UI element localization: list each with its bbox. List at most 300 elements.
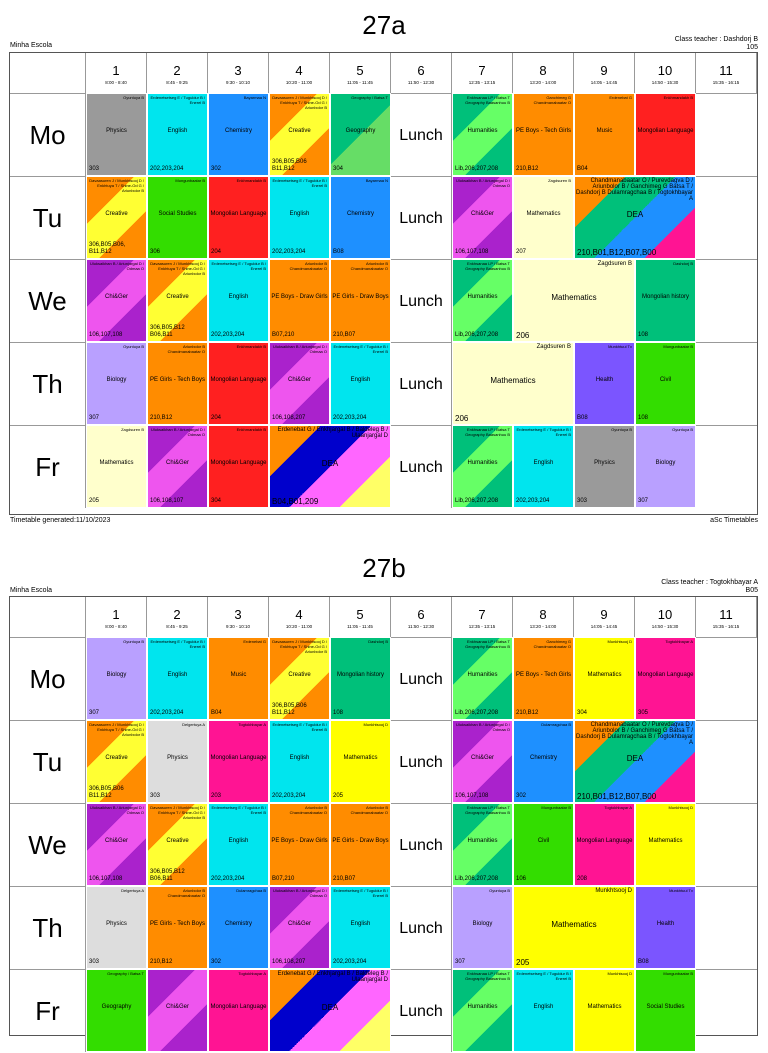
lesson-subject: DEA xyxy=(321,1003,339,1013)
lesson-subject: Mathematics xyxy=(587,672,622,679)
lesson-card[interactable] xyxy=(452,803,513,886)
lesson-teacher: Erdenetsetseg E / Tuguldur B / Enerel B xyxy=(211,805,266,815)
lesson-card[interactable] xyxy=(574,342,635,425)
period-time: 15:35 - 16:15 xyxy=(712,624,740,629)
period-header xyxy=(330,53,391,93)
lesson-room: 206 xyxy=(516,331,530,340)
period-header xyxy=(147,53,208,93)
timetable-grid xyxy=(9,52,758,515)
lesson-card[interactable] xyxy=(269,176,330,259)
lesson-card[interactable] xyxy=(574,176,696,259)
lesson-card[interactable] xyxy=(147,342,208,425)
lesson-teacher: Togtokhbayar A xyxy=(238,722,266,727)
day-label: Mo xyxy=(10,93,86,176)
lesson-teacher: Oyuntuya B xyxy=(123,95,144,100)
period-header xyxy=(513,53,574,93)
lesson-card[interactable] xyxy=(452,176,513,259)
lesson-subject: Humanities xyxy=(467,294,498,301)
lunch-cell: Lunch xyxy=(391,886,452,969)
period-time: 14:05 - 14:45 xyxy=(590,624,618,629)
lesson-subject: English xyxy=(533,460,554,467)
lesson-teacher: Dashdorj B xyxy=(673,261,693,266)
lesson-subject: Humanities xyxy=(467,838,498,845)
empty-cell xyxy=(696,342,757,425)
lesson-room: 203 xyxy=(211,793,222,799)
lesson-teacher: Delgertuya A xyxy=(121,888,144,893)
lesson-room: 208 xyxy=(577,876,588,882)
period-number: 6 xyxy=(417,607,425,622)
lesson-subject: Humanities xyxy=(467,128,498,135)
empty-cell xyxy=(696,886,757,969)
period-number: 7 xyxy=(478,63,486,78)
lesson-room: Lib,206,207,208 xyxy=(455,332,499,338)
lesson-subject: Creative xyxy=(288,128,311,135)
lesson-room: 303 xyxy=(89,959,100,965)
lesson-card[interactable] xyxy=(269,425,391,508)
period-time: 15:35 - 16:15 xyxy=(712,80,740,85)
lesson-room: 307 xyxy=(455,959,466,965)
lesson-subject: Chi&Ger xyxy=(165,460,189,467)
lesson-room: 202,203,204 xyxy=(211,332,245,338)
lesson-card[interactable] xyxy=(208,637,269,720)
lesson-card[interactable] xyxy=(86,93,147,176)
lesson-card[interactable] xyxy=(452,886,513,969)
lesson-subject: PE Girls - Tech Boys xyxy=(150,921,205,928)
lesson-card[interactable] xyxy=(513,637,574,720)
lesson-card[interactable] xyxy=(86,425,147,508)
period-header xyxy=(574,597,635,637)
lesson-subject: Chemistry xyxy=(346,211,374,218)
lesson-card[interactable] xyxy=(269,259,330,342)
lunch-cell: Lunch xyxy=(391,637,452,720)
lesson-card[interactable] xyxy=(452,720,513,803)
class-teacher-name: Class teacher : Dashdorj B xyxy=(674,36,758,43)
lesson-card[interactable] xyxy=(574,969,635,1052)
period-time: 9:30 - 10:10 xyxy=(225,80,251,85)
lesson-card[interactable] xyxy=(635,342,696,425)
lesson-card[interactable] xyxy=(86,803,147,886)
lesson-card[interactable] xyxy=(208,342,269,425)
period-header xyxy=(269,53,330,93)
lesson-room: 307 xyxy=(638,498,649,504)
period-time: 8:45 - 9:25 xyxy=(166,624,188,629)
period-header xyxy=(208,53,269,93)
lesson-card[interactable] xyxy=(513,886,635,969)
lesson-teacher: Mungunbaatar B xyxy=(663,971,693,976)
period-number: 4 xyxy=(295,607,303,622)
footer-generated: Timetable generated:11/10/2023 xyxy=(10,517,111,524)
lesson-subject: Chemistry xyxy=(529,755,557,762)
lesson-card[interactable] xyxy=(513,425,574,508)
period-time: 11:50 - 12:30 xyxy=(407,80,435,85)
lesson-subject: Humanities xyxy=(467,1004,498,1011)
lesson-card[interactable] xyxy=(269,342,330,425)
period-header xyxy=(452,53,513,93)
lesson-card[interactable] xyxy=(208,969,269,1052)
lesson-card[interactable] xyxy=(208,259,269,342)
period-time: 8:00 - 8:40 xyxy=(105,624,127,629)
lesson-subject: DEA xyxy=(626,754,644,764)
period-header xyxy=(147,597,208,637)
lunch-cell: Lunch xyxy=(391,969,452,1052)
day-label: We xyxy=(10,803,86,886)
empty-cell xyxy=(696,720,757,803)
lesson-teacher: Enkhmandakh B xyxy=(236,344,266,349)
lesson-teacher: Munkhtsooj D xyxy=(595,888,632,894)
lesson-room: 302 xyxy=(211,959,222,965)
period-number: 10 xyxy=(657,607,673,622)
lesson-card[interactable] xyxy=(147,969,208,1052)
lesson-subject: Chi&Ger xyxy=(287,921,311,928)
lesson-teacher: Mungunbaatar B xyxy=(175,178,205,183)
period-number: 11 xyxy=(719,607,733,622)
lesson-card[interactable] xyxy=(574,720,696,803)
lesson-card[interactable] xyxy=(330,259,391,342)
period-number: 9 xyxy=(600,63,608,78)
lesson-teacher: Erdenebat G / Enkhjargal B / Baldeleg B / Ulaanjargal D xyxy=(277,427,388,439)
lesson-room: Lib,206,207,208 xyxy=(455,710,499,716)
lesson-room: 306,B05,B06, B11,B12 xyxy=(89,242,126,255)
lesson-room: Lib,206,207,208 xyxy=(455,498,499,504)
lesson-card[interactable] xyxy=(635,259,696,342)
lesson-card[interactable] xyxy=(574,93,635,176)
period-number: 5 xyxy=(356,63,364,78)
lesson-room: B07,210 xyxy=(272,332,295,338)
lesson-subject: DEA xyxy=(321,459,339,469)
lesson-subject: Mathematics xyxy=(551,293,597,303)
period-header xyxy=(696,597,757,637)
lesson-room: 303 xyxy=(150,793,161,799)
lesson-card[interactable] xyxy=(86,720,147,803)
lesson-card[interactable] xyxy=(452,425,513,508)
lesson-card[interactable] xyxy=(147,93,208,176)
lesson-card[interactable] xyxy=(452,969,513,1052)
lesson-card[interactable] xyxy=(513,93,574,176)
period-number: 8 xyxy=(539,63,547,78)
lunch-cell: Lunch xyxy=(391,342,452,425)
lesson-teacher: Davaasuren J / Munkhtsooj D / Enkhtuya T / Shine-Od G / Ariunbolor B xyxy=(150,261,205,276)
lesson-teacher: Enkhsanaa LP / Batsa T Geography Baasanhuu B xyxy=(465,261,510,271)
timetable-title: 27a xyxy=(362,10,406,40)
lesson-subject: Music xyxy=(230,672,247,679)
period-header xyxy=(635,53,696,93)
lesson-subject: English xyxy=(289,211,310,218)
lesson-teacher: Enkhsanaa LP / Batsa T Geography Baasanhuu B xyxy=(465,971,510,981)
header-corner xyxy=(10,597,86,637)
lesson-card[interactable] xyxy=(147,425,208,508)
lesson-subject: Mongolian history xyxy=(641,294,690,301)
lesson-teacher: Uluksaikhan B / Ariunjargal D / Odmaa O xyxy=(272,344,327,354)
lesson-teacher: Zagdsuren B xyxy=(548,178,571,183)
lesson-teacher: Togtokhbayar A xyxy=(665,639,693,644)
period-time: 11:05 - 11:45 xyxy=(347,624,373,629)
lesson-room: B07,210 xyxy=(272,876,295,882)
lesson-subject: English xyxy=(167,128,188,135)
lesson-room: B08 xyxy=(333,249,344,255)
day-label: Tu xyxy=(10,720,86,803)
lesson-room: 304 xyxy=(577,710,588,716)
lesson-card[interactable] xyxy=(208,803,269,886)
lesson-card[interactable] xyxy=(635,969,696,1052)
lesson-card[interactable] xyxy=(513,176,574,259)
period-header xyxy=(391,53,452,93)
lesson-card[interactable] xyxy=(147,176,208,259)
lesson-card[interactable] xyxy=(147,886,208,969)
period-header xyxy=(574,53,635,93)
lesson-card[interactable] xyxy=(635,425,696,508)
lesson-teacher: Munkhtsooj D xyxy=(607,971,632,976)
lesson-subject: Mathematics xyxy=(99,460,134,467)
lesson-card[interactable] xyxy=(452,342,574,425)
lesson-teacher: Dashdorj B xyxy=(368,639,388,644)
lesson-room: 210,B07 xyxy=(333,876,356,882)
lesson-teacher: Erdenebat G xyxy=(243,639,266,644)
period-header xyxy=(513,597,574,637)
lesson-teacher: Uluksaikhan B / Ariunjargal D / Odmaa O xyxy=(89,261,144,271)
lesson-subject: PE Boys - Tech Girls xyxy=(516,128,571,135)
empty-cell xyxy=(696,969,757,1052)
period-time: 12:35 - 13:15 xyxy=(468,80,496,85)
lesson-subject: English xyxy=(350,921,371,928)
lesson-card[interactable] xyxy=(269,886,330,969)
lesson-teacher: Zagdsuren B xyxy=(536,344,571,350)
lesson-teacher: Munkhtuul Tv xyxy=(608,344,632,349)
lesson-room: 210,B01,B12,B07,B00 xyxy=(577,248,657,257)
lesson-card[interactable] xyxy=(208,176,269,259)
lesson-card[interactable] xyxy=(86,342,147,425)
lesson-teacher: Bayarmaa N xyxy=(365,178,388,183)
lesson-subject: Mongolian Language xyxy=(576,838,633,845)
lesson-room: 305 xyxy=(638,710,649,716)
class-teacher-name: Class teacher : Togtokhbayar A xyxy=(661,579,758,586)
lesson-teacher: Enkhsanaa LP / Batsa T Geography Baasanhuu B xyxy=(465,95,510,105)
period-number: 4 xyxy=(295,63,303,78)
lesson-room: 303 xyxy=(577,498,588,504)
lesson-card[interactable] xyxy=(452,259,513,342)
period-number: 9 xyxy=(600,607,608,622)
lesson-card[interactable] xyxy=(86,969,147,1052)
lesson-teacher: Enkhmandakh B xyxy=(663,95,693,100)
lesson-card[interactable] xyxy=(147,720,208,803)
lesson-room: B04 xyxy=(577,166,588,172)
lesson-card[interactable] xyxy=(147,803,208,886)
lesson-card[interactable] xyxy=(208,886,269,969)
lesson-room: 202,203,204 xyxy=(150,710,184,716)
lesson-room: 106,107,108 xyxy=(455,793,489,799)
empty-cell xyxy=(696,425,757,508)
lesson-subject: Humanities xyxy=(467,460,498,467)
lesson-card[interactable] xyxy=(635,93,696,176)
lesson-subject: Music xyxy=(596,128,613,135)
lesson-subject: Social Studies xyxy=(646,1004,685,1011)
class-teacher-room: B05 xyxy=(745,587,758,594)
lesson-card[interactable] xyxy=(452,637,513,720)
lesson-teacher: Enkhsanaa LP / Batsa T Geography Baasanhuu B xyxy=(465,805,510,815)
lesson-subject: Social Studies xyxy=(158,211,197,218)
lesson-subject: Physics xyxy=(594,460,615,467)
lesson-room: 210,B07 xyxy=(333,332,356,338)
lesson-subject: Physics xyxy=(106,921,127,928)
lesson-card[interactable] xyxy=(330,637,391,720)
lesson-subject: Biology xyxy=(106,672,127,679)
header-corner xyxy=(10,53,86,93)
period-number: 1 xyxy=(112,607,120,622)
lesson-subject: Mongolian history xyxy=(336,672,385,679)
lesson-card[interactable] xyxy=(330,342,391,425)
class-teacher-room: 105 xyxy=(746,44,758,51)
lesson-room: 106,107,108 xyxy=(89,876,123,882)
lesson-room: 202,203,204 xyxy=(333,959,367,965)
lesson-teacher: Geography / Batsa T xyxy=(351,95,388,100)
lesson-card[interactable] xyxy=(269,803,330,886)
lesson-card[interactable] xyxy=(86,637,147,720)
lesson-teacher: Oyuntuya B xyxy=(611,427,632,432)
lesson-teacher: Ariunbolor B Chandmanabaatar O xyxy=(350,261,388,271)
lesson-room: 202,203,204 xyxy=(333,415,367,421)
lesson-teacher: Uluksaikhan B / Ariunjargal D / Odmaa O xyxy=(150,427,205,437)
lesson-subject: Chi&Ger xyxy=(104,838,128,845)
period-header xyxy=(635,597,696,637)
lesson-subject: English xyxy=(228,294,249,301)
lesson-teacher: Dulamragchaa B xyxy=(541,722,571,727)
period-header xyxy=(696,53,757,93)
school-name: Minha Escola xyxy=(10,42,53,49)
lesson-card[interactable] xyxy=(86,176,147,259)
lesson-card[interactable] xyxy=(513,803,574,886)
lesson-card[interactable] xyxy=(269,969,391,1052)
lesson-teacher: Enkhsanaa LP / Batsa T Geography Baasanhuu B xyxy=(465,427,510,437)
school-name: Minha Escola xyxy=(10,587,53,594)
lesson-room: 202,203,204 xyxy=(211,876,245,882)
lesson-teacher: Ariunbolor B Chandmanabaatar O xyxy=(350,805,388,815)
lesson-card[interactable] xyxy=(269,637,330,720)
period-time: 14:05 - 14:45 xyxy=(590,80,618,85)
period-header xyxy=(452,597,513,637)
lesson-room: Lib,206,207,208 xyxy=(455,876,499,882)
lesson-card[interactable] xyxy=(330,803,391,886)
lesson-subject: Chi&Ger xyxy=(165,1004,189,1011)
lesson-subject: PE Girls - Draw Boys xyxy=(332,294,389,301)
lesson-card[interactable] xyxy=(574,803,635,886)
lesson-subject: PE Boys - Draw Girls xyxy=(271,838,328,845)
lesson-card[interactable] xyxy=(635,803,696,886)
period-header xyxy=(86,53,147,93)
lesson-teacher: Ariunbolor B Chandmanabaatar O xyxy=(167,888,205,898)
lesson-subject: Chi&Ger xyxy=(470,211,494,218)
lesson-teacher: Dulamragchaa B xyxy=(236,888,266,893)
lesson-room: 303 xyxy=(89,166,100,172)
lesson-subject: Creative xyxy=(105,755,128,762)
lesson-teacher: Geography / Batsa T xyxy=(107,971,144,976)
lesson-subject: PE Boys - Tech Girls xyxy=(516,672,571,679)
period-time: 13:20 - 14:00 xyxy=(529,80,557,85)
day-label: We xyxy=(10,259,86,342)
lesson-card[interactable] xyxy=(330,93,391,176)
lesson-room: 307 xyxy=(89,710,100,716)
lesson-teacher: Delgertuya A xyxy=(182,722,205,727)
lesson-card[interactable] xyxy=(147,259,208,342)
lesson-room: 202,203,204 xyxy=(272,793,306,799)
class-teacher xyxy=(675,36,758,52)
lesson-teacher: Erdenetsetseg E / Tuguldur B / Enerel B xyxy=(333,888,388,898)
period-time: 9:30 - 10:10 xyxy=(225,624,251,629)
lesson-card[interactable] xyxy=(513,969,574,1052)
lesson-subject: Humanities xyxy=(467,672,498,679)
period-time: 10:20 - 11:00 xyxy=(285,80,313,85)
lesson-room: 210,B12 xyxy=(150,415,173,421)
lesson-subject: Chi&Ger xyxy=(470,755,494,762)
lesson-card[interactable] xyxy=(269,93,330,176)
period-number: 8 xyxy=(539,607,547,622)
lesson-subject: PE Boys - Draw Girls xyxy=(271,294,328,301)
lesson-card[interactable] xyxy=(208,93,269,176)
lesson-teacher: Oyuntuya B xyxy=(123,344,144,349)
lesson-subject: Chemistry xyxy=(224,921,252,928)
lesson-room: 106,108,207 xyxy=(272,415,306,421)
lesson-subject: Mongolian Language xyxy=(210,377,267,384)
lesson-room: 204 xyxy=(211,249,222,255)
lesson-subject: English xyxy=(167,672,188,679)
lesson-room: 306 xyxy=(150,249,161,255)
lesson-room: 206 xyxy=(455,414,469,423)
lesson-teacher: Uluksaikhan B / Ariunjargal D / Odmaa O xyxy=(455,178,510,188)
lesson-card[interactable] xyxy=(513,259,635,342)
day-label: Fr xyxy=(10,969,86,1052)
lesson-teacher: Erdenetsetseg E / Tuguldur B / Enerel B xyxy=(272,722,327,732)
lesson-subject: Mongolian Language xyxy=(210,1004,267,1011)
lesson-room: 307 xyxy=(89,415,100,421)
lesson-card[interactable] xyxy=(208,425,269,508)
lesson-card[interactable] xyxy=(330,720,391,803)
timetable-grid xyxy=(9,596,758,1036)
period-number: 10 xyxy=(657,63,673,78)
lesson-room: 106,107,108 xyxy=(89,332,123,338)
lesson-subject: Mongolian Language xyxy=(637,672,694,679)
lesson-subject: Biology xyxy=(106,377,127,384)
lesson-teacher: Mungunbaatar B xyxy=(541,805,571,810)
day-label: Mo xyxy=(10,637,86,720)
lesson-card[interactable] xyxy=(208,720,269,803)
lesson-teacher: Chandmanabaatar O / Purevdagva D / Ariunbolor B / Ganchimeg G Batsa T / Dashdorj B Dulamragchaa B / Togtokhbayar A xyxy=(576,178,693,202)
lesson-card[interactable] xyxy=(86,259,147,342)
lesson-subject: Mongolian Language xyxy=(210,755,267,762)
lesson-teacher: Erdenetsetseg E / Tuguldur B / Enerel B xyxy=(211,261,266,271)
lesson-subject: Creative xyxy=(166,838,189,845)
lesson-room: 210,B01,B12,B07,B00 xyxy=(577,792,657,801)
lesson-card[interactable] xyxy=(635,637,696,720)
period-time: 11:05 - 11:45 xyxy=(347,80,373,85)
lesson-teacher: Uluksaikhan B / Ariunjargal D / Odmaa O xyxy=(89,805,144,815)
lesson-card[interactable] xyxy=(452,93,513,176)
lesson-room: 210,B12 xyxy=(516,166,539,172)
lesson-card[interactable] xyxy=(574,637,635,720)
lesson-card[interactable] xyxy=(635,886,696,969)
lesson-card[interactable] xyxy=(86,886,147,969)
lesson-room: 207 xyxy=(516,249,527,255)
period-number: 11 xyxy=(719,63,733,78)
footer-brand: aSc Timetables xyxy=(710,517,758,524)
lesson-card[interactable] xyxy=(574,425,635,508)
lesson-card[interactable] xyxy=(330,886,391,969)
lesson-card[interactable] xyxy=(147,637,208,720)
lesson-card[interactable] xyxy=(330,176,391,259)
lesson-subject: English xyxy=(533,1004,554,1011)
lesson-card[interactable] xyxy=(269,720,330,803)
period-time: 12:35 - 13:15 xyxy=(468,624,496,629)
period-header xyxy=(330,597,391,637)
lesson-subject: Biology xyxy=(655,460,676,467)
lesson-card[interactable] xyxy=(513,720,574,803)
